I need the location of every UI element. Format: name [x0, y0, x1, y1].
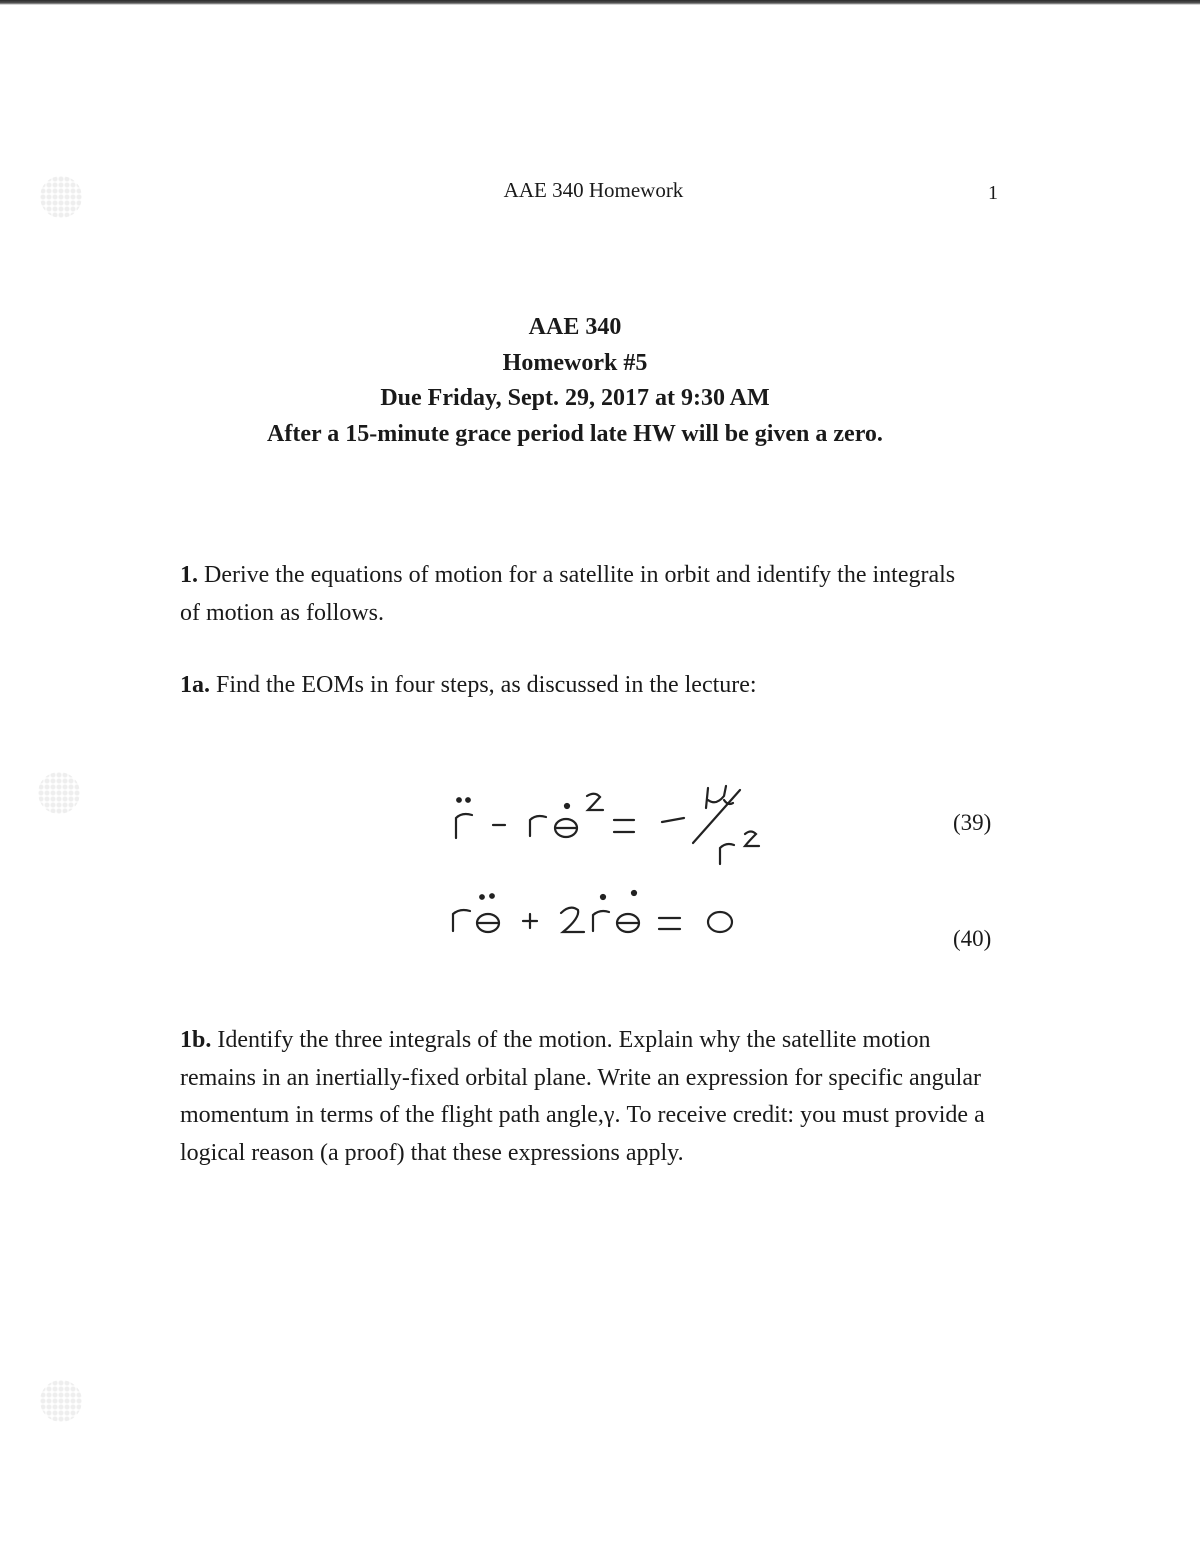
problem-1a-label: 1a.	[180, 672, 210, 698]
running-header: AAE 340 Homework	[503, 178, 684, 202]
problem-1-text: Derive the equations of motion for a satellite in orbit and identify the integrals of motion as follows.	[180, 562, 956, 626]
problem-1-label: 1.	[180, 562, 198, 588]
course-title: AAE 340	[528, 314, 622, 340]
due-date: Due Friday, Sept. 29, 2017 at 9:30 AM	[380, 385, 770, 411]
equation-39-number: (39)	[953, 810, 992, 835]
equation-40-number: (40)	[953, 926, 992, 951]
problem-1b	[180, 1022, 990, 1172]
problem-1b-text: Identify the three integrals of the motion. Explain why the satellite motion remains in an inertially-fixed orbital plane. Write an expression for specific angular momentum in terms of the flight path angle,γ. To receive credit: you must provide a logical reason (a proof) that these expressions apply.	[180, 1027, 985, 1166]
problem-1a-text: Find the EOMs in four steps, as discussed in the lecture:	[216, 672, 757, 698]
problem-1b-label: 1b.	[180, 1027, 212, 1053]
page-number: 1	[988, 182, 998, 204]
assignment-title: Homework #5	[502, 349, 648, 376]
late-policy: After a 15-minute grace period late HW will be given a zero.	[267, 420, 883, 447]
eq39-r	[456, 814, 472, 838]
